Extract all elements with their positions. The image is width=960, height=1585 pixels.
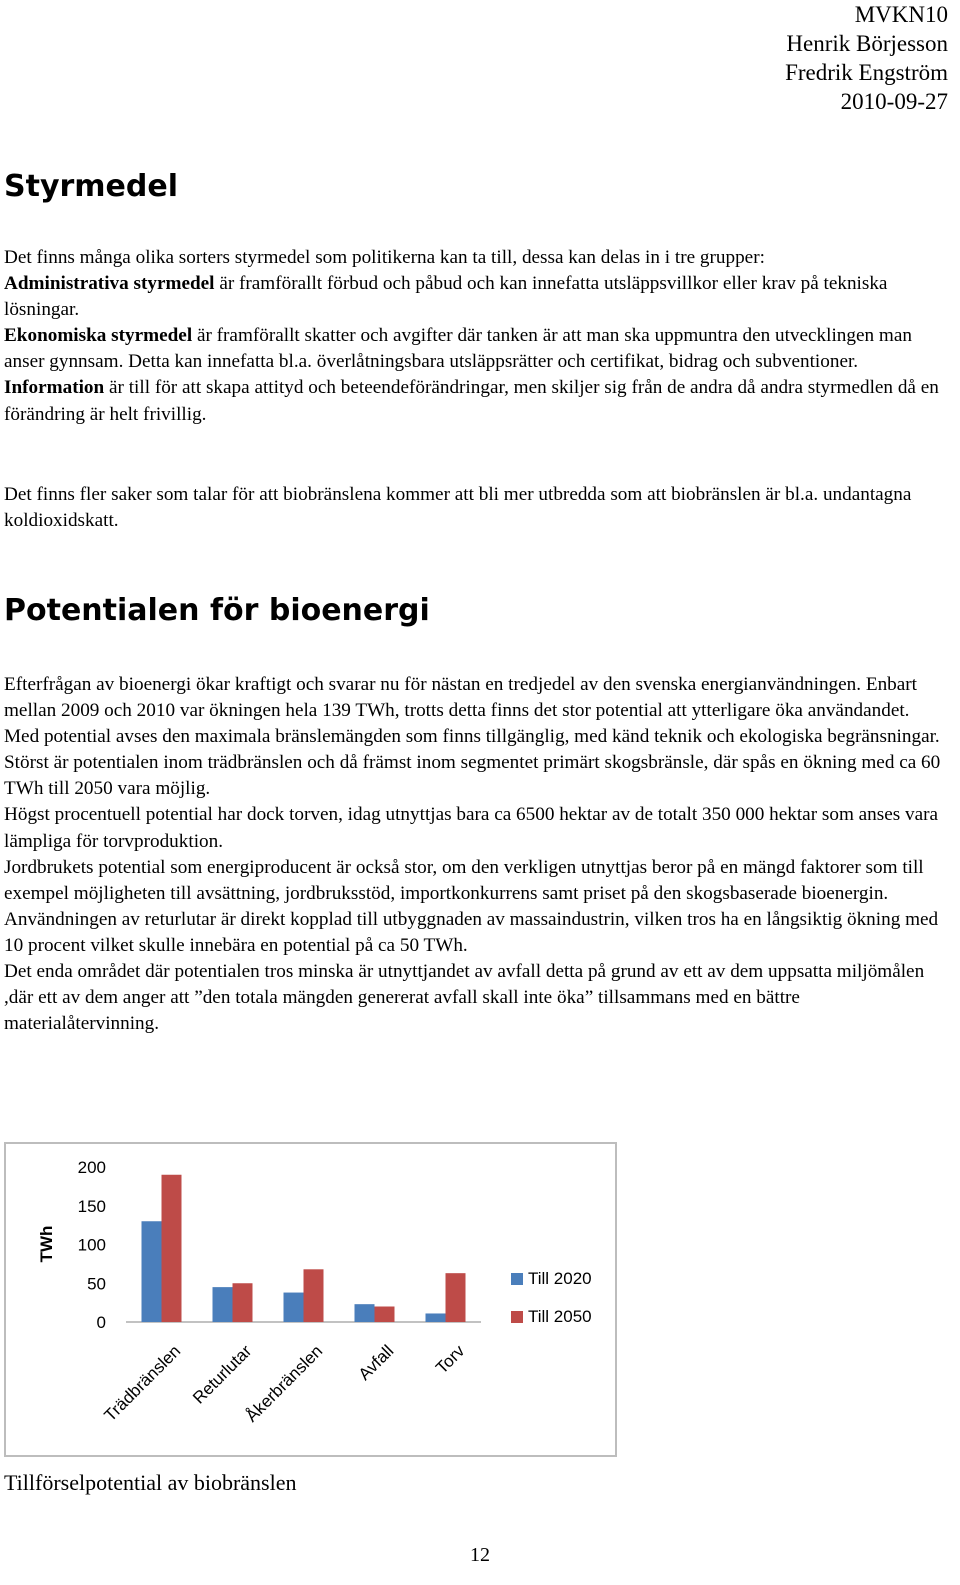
bar-till-2050 bbox=[162, 1175, 182, 1322]
paragraph: Det finns fler saker som talar för att biobränslena kommer att bli mer utbredda som att biobränslen är bl.a. undantagna koldioxidskatt. bbox=[4, 484, 912, 532]
legend-swatch bbox=[511, 1311, 523, 1323]
bar-till-2050 bbox=[375, 1307, 395, 1323]
y-axis-label: TWh bbox=[37, 1225, 56, 1263]
bar-till-2020 bbox=[142, 1221, 162, 1322]
page-header bbox=[785, 0, 948, 116]
y-tick-label: 0 bbox=[96, 1313, 106, 1332]
bar-till-2020 bbox=[426, 1313, 446, 1322]
term-information: Information bbox=[4, 377, 105, 399]
paragraph-text: är framförallt skatter och avgifter där tanken är att man ska uppmuntra den utvecklingen man anser gynnsam. Detta kan innefatta bl.a. överlåtningsbara utsläppsrätter och certifikat, bidrag och subventioner. bbox=[4, 325, 912, 373]
x-tick-label: Avfall bbox=[354, 1341, 398, 1385]
bar-till-2020 bbox=[355, 1304, 375, 1322]
paragraph-text: är till för att skapa attityd och beteendeförändringar, men skiljer sig från de andra då andra styrmedlen då en förändring är helt frivillig. bbox=[4, 377, 939, 425]
course-code: MVKN10 bbox=[854, 2, 948, 27]
paragraph bbox=[4, 672, 949, 1037]
paragraph-text: Det finns många olika sorters styrmedel som politikerna kan ta till, dessa kan delas in i tre grupper: bbox=[4, 247, 765, 268]
section-heading: Potentialen för bioenergi bbox=[4, 593, 430, 628]
chart-canvas bbox=[6, 1144, 619, 1459]
figure-caption: Tillförselpotential av biobränslen bbox=[4, 1470, 297, 1495]
bar-till-2050 bbox=[304, 1269, 324, 1322]
bar-till-2050 bbox=[233, 1283, 253, 1322]
section-heading: Styrmedel bbox=[4, 169, 179, 204]
paragraph-text: Efterfrågan av bioenergi ökar kraftigt och svarar nu för nästan en tredjedel av den svenska energianvändningen. Enbart mellan 2009 och 2010 var ökningen hela 139 TWh, trotts detta finns det stor potential att ytterligare öka användandet. Med potential avses den maximala bränslemängden som finns tillgänglig, med känd teknik och ekologiska begränsningar. Störst är potentialen inom trädbränslen och då främst inom segmentet primärt skogsbränsle, där spås en ökning med ca 60 TWh till 2050 vara möjlig. bbox=[4, 674, 941, 800]
y-tick-label: 150 bbox=[77, 1196, 106, 1216]
paragraph-text: är framförallt förbud och påbud och kan innefatta utsläppsvillkor eller krav på tekniska lösningar. bbox=[4, 273, 888, 321]
legend-label: Till 2050 bbox=[528, 1307, 592, 1326]
term-administrativa: Administrativa styrmedel bbox=[4, 273, 215, 295]
paragraph-text: Det enda området där potentialen tros minska är utnyttjandet av avfall detta på grund av ett av dem uppsatta miljömålen ,där ett av dem anger att ”den totala mängden genererat avfall skall inte öka” tillsammans med en bättre materialåtervinning. bbox=[4, 961, 925, 1035]
author-name: Fredrik Engström bbox=[785, 60, 948, 85]
document-date: 2010-09-27 bbox=[840, 89, 948, 114]
legend-swatch bbox=[511, 1273, 523, 1285]
bar-till-2020 bbox=[213, 1287, 233, 1322]
page-number: 12 bbox=[470, 1544, 490, 1566]
bar-till-2020 bbox=[284, 1293, 304, 1322]
paragraph bbox=[4, 245, 949, 428]
y-tick-label: 200 bbox=[77, 1158, 106, 1177]
x-tick-label: Trädbränslen bbox=[100, 1341, 185, 1426]
x-tick-label: Torv bbox=[432, 1341, 469, 1378]
paragraph-text: Användningen av returlutar är direkt kopplad till utbyggnaden av massaindustrin, vilken tros ha en långsiktig ökning med 10 procent vilket skulle innebära en potential på ca 50 TWh. bbox=[4, 908, 939, 956]
y-tick-label: 100 bbox=[77, 1235, 106, 1255]
author-name: Henrik Börjesson bbox=[786, 31, 948, 56]
y-tick-label: 50 bbox=[87, 1274, 106, 1294]
x-tick-label: Åkerbränslen bbox=[242, 1341, 327, 1426]
legend-label: Till 2020 bbox=[528, 1269, 592, 1288]
bar-till-2050 bbox=[446, 1273, 466, 1322]
paragraph-text: Högst procentuell potential har dock torven, idag utnyttjas bara ca 6500 hektar av de totalt 350 000 hektar som anses vara lämpliga för torvproduktion. bbox=[4, 804, 939, 852]
term-ekonomiska: Ekonomiska styrmedel bbox=[4, 325, 193, 347]
x-tick-label: Returlutar bbox=[189, 1341, 256, 1408]
paragraph-text: Jordbrukets potential som energiproducent är också stor, om den verkligen utnyttjas beror på en mängd faktorer som till exempel möjligheten till avsättning, jordbruksstöd, importkonkurrens samt priset på den skogsbaserade bioenergin. bbox=[4, 856, 924, 904]
bar-chart bbox=[4, 1142, 617, 1457]
